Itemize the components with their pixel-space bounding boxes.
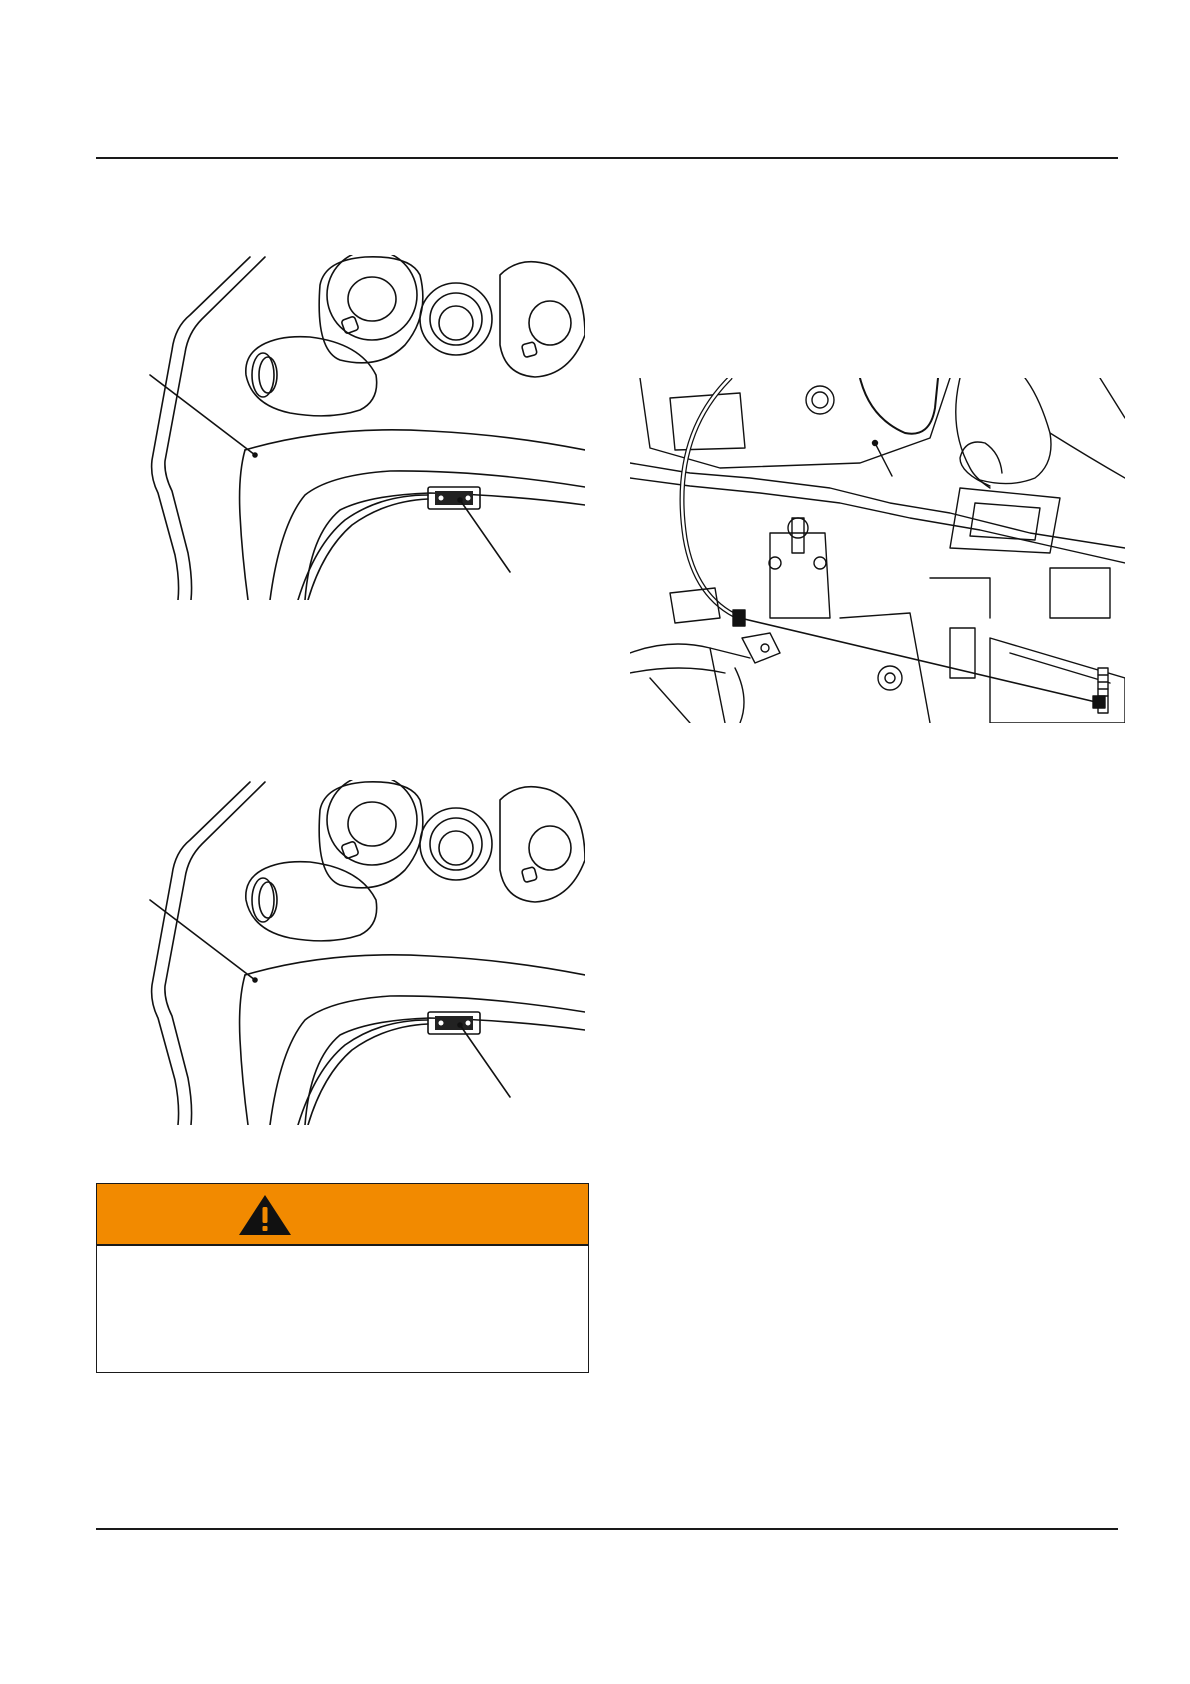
- warning-box: [96, 1183, 589, 1373]
- warning-text: [97, 1246, 588, 1278]
- warning-header: [97, 1184, 588, 1246]
- warning-triangle-icon: [237, 1192, 293, 1238]
- figure-harness-routing: [630, 378, 1125, 723]
- header-rule: [96, 157, 1118, 159]
- figure-hood-sensor-2: [130, 780, 585, 1125]
- figure-hood-sensor-1: [130, 255, 585, 600]
- footer-rule: [96, 1528, 1118, 1530]
